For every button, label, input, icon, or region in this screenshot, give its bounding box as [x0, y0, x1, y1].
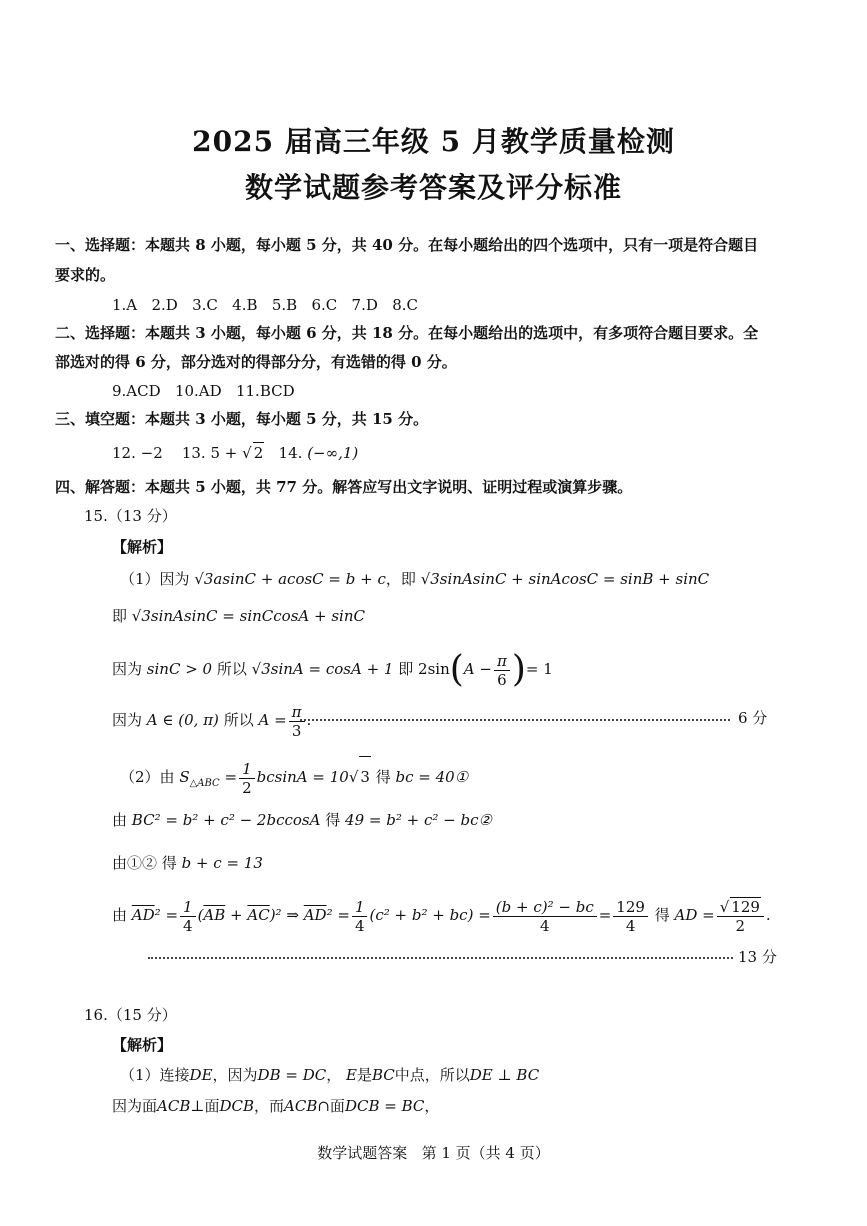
q15-part2-line1: [120, 756, 468, 796]
doc-title-1: 2025 届高三年级 5 月教学质量检测: [192, 125, 675, 158]
q16-l1c: ，因为: [212, 1066, 258, 1084]
q16-l1d: DB = DC: [257, 1066, 327, 1084]
sqrt-icon: √: [194, 570, 204, 588]
q16-l2g: ∩面: [317, 1097, 345, 1115]
q15-p5-S: S: [179, 768, 190, 786]
frac-num: (b + c)² − bc: [493, 898, 597, 917]
one-half: [239, 760, 255, 797]
frac-den: 3: [291, 721, 302, 740]
sqrt-icon: √: [420, 570, 431, 588]
q15-p3-label: 因为: [112, 660, 143, 678]
q16-l1b: DE: [189, 1066, 213, 1084]
q16-header: 16.（15 分）: [84, 1006, 177, 1024]
q15-p8-get: 得: [654, 906, 670, 924]
q15-part1-line1: [120, 569, 709, 589]
doc-title-2: 数学试题参考答案及评分标准: [244, 171, 622, 204]
one-quarter-2: [352, 898, 368, 935]
sec4-line1: 四、解答题：本题共 5 小题，共 77 分。解答应写出文字说明、证明过程或演算步骤。: [55, 478, 633, 496]
frac-den: 4: [183, 916, 193, 935]
q15-p3-eq1: sinC > 0: [146, 660, 213, 678]
q15-part1-score: 6 分: [738, 709, 768, 727]
answer-13-prefix: 13. 5 +: [181, 444, 238, 462]
pi-over-6: [494, 652, 510, 689]
q15-p5-rest1: bcsinA = 10: [256, 768, 349, 786]
q16-l2a: 因为面: [112, 1097, 158, 1115]
q16-l2e: ，而: [254, 1097, 285, 1115]
q16-jiexi: 【解析】: [112, 1036, 173, 1054]
frac-den: 4: [354, 916, 365, 935]
q15-p3-eq3c: = 1: [525, 660, 553, 678]
q15-p4-label: 因为: [112, 711, 143, 729]
q15-part2-line3: [112, 853, 263, 873]
q15-p5-rad: 3: [359, 756, 371, 797]
q15-p4-eq2: A =: [258, 711, 287, 729]
q15-p3-inner: A −: [463, 660, 492, 678]
q15-p8-eq2: (c² + b² + bc) =: [369, 906, 491, 924]
dot-leader-2: [148, 957, 733, 959]
q15-part2-line4: 由 $\overline{AD}^2$ = $\frac{1}{4}$ $(\overline{AB} + \overline{AC})^2$ ⇒ $\overline{AD}^2$ = $\frac{1}{4}$ (c² + b² + bc) = $\frac{\text{(b + c)² − bc}}{4}$ = $\frac{129}{4}$ 得 AD = $\frac{√ 129}{2}$ .: [112, 897, 771, 935]
q16-l2b: ACB: [157, 1097, 191, 1115]
q15-p5-sub: △ABC: [189, 778, 220, 789]
frac-num: [717, 897, 764, 917]
vec-AD: $\overline{AD}$: [131, 906, 155, 924]
frac-den: 4: [625, 916, 636, 935]
frac-den: 6: [497, 670, 507, 689]
sec2-line2: 部选对的得 6 分，部分选对的得部分分，有选错的得 0 分。: [55, 353, 457, 371]
q15-p2-eq: 3sinAsinC = sinCcosA + sinC: [141, 607, 365, 625]
frac-num: 1: [352, 898, 368, 917]
frac-den: 4: [539, 916, 550, 935]
dot-leader: [300, 719, 730, 721]
answer-13-radicand: 2: [253, 444, 264, 462]
frac-den: 2: [242, 778, 252, 797]
q15-p3-mid: 所以: [216, 660, 247, 678]
sec2-line1: 二、选择题：本题共 3 小题，每小题 6 分，共 18 分。在每小题给出的选项中，有多项符合题目要求。全: [55, 324, 759, 342]
sqrt129-radicand: 129: [731, 898, 760, 916]
q15-p1-label: （1）因为: [120, 570, 190, 588]
q16-line2: [112, 1096, 439, 1116]
sec1-answers: 1.A 2.D 3.C 4.B 5.B 6.C 7.D 8.C: [112, 296, 418, 314]
q15-part1-line2: [112, 606, 365, 626]
q15-p6-get: 得: [325, 811, 341, 829]
sec2-answers: 9.ACD 10.AD 11.BCD: [112, 382, 295, 400]
sqrt-icon: √: [251, 660, 262, 678]
vec-AC: $\overline{AC}$: [247, 906, 270, 924]
frac-num: 129: [613, 898, 648, 917]
q15-p5-get: 得: [375, 768, 391, 786]
q15-p2-label: 即: [112, 607, 128, 625]
q16-l2d: DCB: [219, 1097, 254, 1115]
sqrt-icon: √: [719, 898, 730, 916]
q16-line1: [120, 1065, 539, 1085]
fraction-sqrt129-2: [717, 897, 764, 935]
pi-over-3: [289, 703, 305, 740]
q16-l1f: E: [346, 1066, 357, 1084]
sqrt-icon: √: [242, 444, 252, 462]
q15-p1-mid: ，即: [385, 570, 416, 588]
q15-part1-line3: 因为 sinC > 0 所以 √3sinA = cosA + 1 即 2sin(A − $\frac{\pi}{6}$ )= 1: [112, 649, 553, 690]
q15-p3-mid2: 即: [398, 660, 414, 678]
q15-p8-eq1a-2: ² =: [326, 906, 350, 924]
fraction-129-4: [613, 898, 648, 935]
q16-l1j: DE ⊥ BC: [469, 1066, 540, 1084]
q15-part2-score: 13 分: [738, 948, 777, 966]
implies-icon: ⇒: [286, 906, 299, 924]
frac-num: 1: [180, 898, 196, 917]
q15-p5-eq: =: [224, 768, 238, 786]
vec-AD-2: $\overline{AD}$: [303, 906, 327, 924]
q15-p8-eq1a: ² =: [154, 906, 179, 924]
q15-header: 15.（13 分）: [84, 507, 177, 525]
page-footer: 数学试题答案 第 1 页（共 4 页）: [317, 1144, 550, 1162]
q15-p5-label: （2）由: [120, 768, 175, 786]
q15-part2-line2: [112, 810, 492, 830]
q15-jiexi: 【解析】: [112, 538, 173, 556]
sqrt-icon: √: [348, 768, 359, 786]
q15-p6-eq2: 49 = b² + c² − bc②: [345, 811, 492, 829]
sec3-answers: [112, 442, 358, 463]
q16-l2c: ⊥面: [190, 1097, 220, 1115]
q15-p7-eq: b + c = 13: [181, 854, 263, 872]
sec1-line1: 一、选择题：本题共 8 小题，每小题 5 分，共 40 分。在每小题给出的四个选项中，只有一项是符合题目: [55, 236, 759, 254]
q15-p3-sin: 2sin: [418, 660, 450, 678]
q16-l2h: DCB = BC: [344, 1097, 425, 1115]
q15-p6-eq1: BC² = b² + c² − 2bccosA: [131, 811, 321, 829]
sum-fraction: [493, 898, 597, 935]
q15-p5-rest2: bc = 40①: [395, 768, 469, 786]
frac-den: 2: [735, 917, 746, 935]
q16-l1h: BC: [371, 1066, 395, 1084]
q15-p4-eq1: A ∈ (0, π): [146, 711, 219, 729]
q16-l1g: 是: [356, 1066, 372, 1084]
q15-p1-eq2: 3sinAsinC + sinAcosC = sinB + sinC: [430, 570, 710, 588]
q16-l1e: ，: [326, 1066, 342, 1084]
answer-12: 12. −2: [112, 444, 163, 462]
q15-p3-eq2: 3sinA = cosA + 1: [261, 660, 394, 678]
sqrt-icon: √: [131, 607, 142, 625]
vec-AB: $\overline{AB}$: [203, 906, 226, 924]
q15-part1-line4: 因为 A ∈ (0, π) 所以 A = $\frac{\pi}{3}$ .: [112, 702, 312, 740]
q15-p8-AD2: AD =: [674, 906, 715, 924]
answer-14-value: (−∞,1): [307, 444, 359, 462]
q16-l2f: ACB: [284, 1097, 318, 1115]
q15-p6-label: 由: [112, 811, 128, 829]
frac-num: π: [289, 703, 305, 722]
q16-l1i: 中点，所以: [394, 1066, 470, 1084]
q15-p4-mid: 所以: [223, 711, 254, 729]
q15-p8-label: 由: [112, 906, 128, 924]
q16-l2i: ，: [424, 1097, 440, 1115]
q16-l1a: （1）连接: [120, 1066, 190, 1084]
answer-14-prefix: 14.: [278, 444, 303, 462]
sec3-line1: 三、填空题：本题共 3 小题，每小题 5 分，共 15 分。: [55, 410, 429, 428]
frac-num: 1: [239, 760, 255, 779]
one-quarter: [180, 898, 196, 935]
sec1-line2: 要求的。: [55, 266, 116, 284]
q15-p7-label: 由①② 得: [112, 854, 177, 872]
q15-p8-eq3: =: [598, 906, 612, 924]
frac-num: π: [494, 652, 510, 671]
q15-p1-eq1: 3asinC + acosC = b + c: [203, 570, 386, 588]
